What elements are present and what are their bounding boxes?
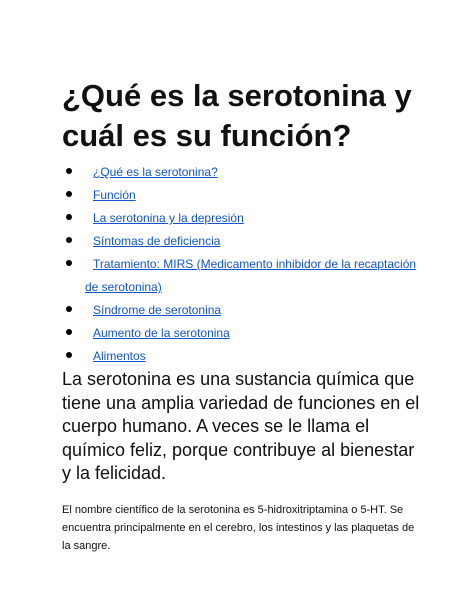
toc-link-tratamiento-cont[interactable]: de serotonina) [85, 280, 162, 294]
toc-item [62, 184, 462, 207]
bullet-icon [66, 191, 72, 197]
toc-item [62, 322, 462, 345]
table-of-contents [62, 161, 462, 368]
bullet-icon [66, 214, 72, 220]
page-title: ¿Qué es la serotonina y cuál es su función? [62, 78, 412, 153]
body-paragraph: El nombre científico de la serotonina es 5-hidroxitriptamina o 5-HT. Se encuentra principalmente en el cerebro, los intestinos y las plaquetas de la sangre. [62, 504, 415, 552]
toc-link-funcion[interactable]: Función [93, 188, 136, 202]
toc-item [62, 253, 462, 299]
bullet-icon [66, 260, 72, 266]
toc-link-aumento[interactable]: Aumento de la serotonina [93, 326, 230, 340]
toc-link-alimentos[interactable]: Alimentos [93, 349, 146, 363]
toc-link-depresion[interactable]: La serotonina y la depresión [93, 211, 244, 225]
bullet-icon [66, 306, 72, 312]
toc-link-sintomas[interactable]: Síntomas de deficiencia [93, 234, 221, 248]
bullet-icon [66, 237, 72, 243]
bullet-icon [66, 168, 72, 174]
toc-item [62, 207, 462, 230]
toc-link-sindrome[interactable]: Síndrome de serotonina [93, 303, 222, 317]
toc-item [62, 161, 462, 184]
bullet-icon [66, 352, 72, 358]
toc-item [62, 345, 462, 368]
toc-link-que-es[interactable]: ¿Qué es la serotonina? [93, 165, 218, 179]
bullet-icon [66, 329, 72, 335]
toc-item [62, 230, 462, 253]
toc-item [62, 299, 462, 322]
toc-link-tratamiento[interactable]: Tratamiento: MIRS (Medicamento inhibidor de la recaptación [93, 257, 417, 271]
lead-paragraph: La serotonina es una sustancia química que tiene una amplia variedad de funciones en el cuerpo humano. A veces se le llama el químico feliz, porque contribuye al bienestar y la felicidad. [62, 369, 420, 483]
